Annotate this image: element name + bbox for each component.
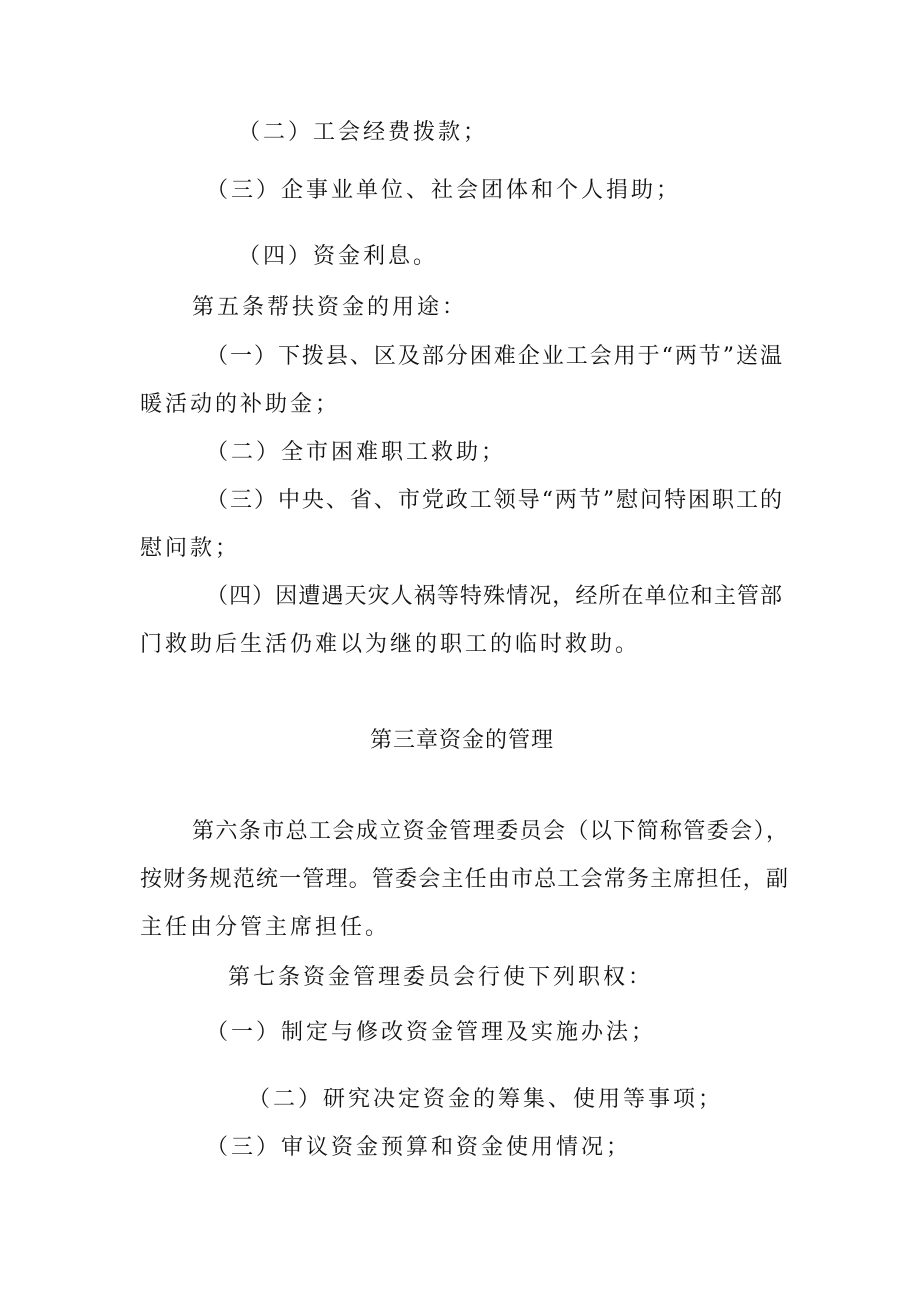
- paragraph-line: （四）因遭遇天灾人祸等特殊情况，经所在单位和主管部: [206, 584, 782, 609]
- paragraph-line: 门救助后生活仍难以为继的职工的临时救助。: [140, 632, 641, 657]
- paragraph-line: 暖活动的补助金；: [140, 392, 341, 417]
- paragraph-line: 慰问款；: [140, 536, 241, 561]
- paragraph-line: （二）全市困难职工救助；: [206, 440, 507, 465]
- paragraph-line: 第六条市总工会成立资金管理委员会（以下简称管委会），: [192, 819, 788, 844]
- paragraph-line: （二）工会经费拨款；: [238, 120, 489, 145]
- paragraph-line: （一）制定与修改资金管理及实施办法；: [206, 1020, 657, 1045]
- chapter-title: 第三章资金的管理: [370, 728, 555, 753]
- paragraph-line: （二）研究决定资金的筹集、使用等事项；: [248, 1087, 724, 1112]
- article-heading: 第七条资金管理委员会行使下列职权：: [228, 965, 654, 990]
- paragraph-line: （四）资金利息。: [238, 244, 439, 269]
- paragraph-line: 按财务规范统一管理。管委会主任由市总工会常务主席担任，副: [140, 867, 788, 892]
- article-heading: 第五条帮扶资金的用途：: [192, 295, 468, 320]
- paragraph-line: （三）审议资金预算和资金使用情况；: [206, 1135, 632, 1160]
- paragraph-line: 主任由分管主席担任。: [140, 915, 391, 940]
- paragraph-line: （三）企事业单位、社会团体和个人捐助；: [206, 178, 682, 203]
- paragraph-line: （一）下拨县、区及部分困难企业工会用于“两节”送温: [206, 344, 782, 369]
- paragraph-line: （三）中央、省、市党政工领导“两节”慰问特困职工的: [206, 488, 782, 513]
